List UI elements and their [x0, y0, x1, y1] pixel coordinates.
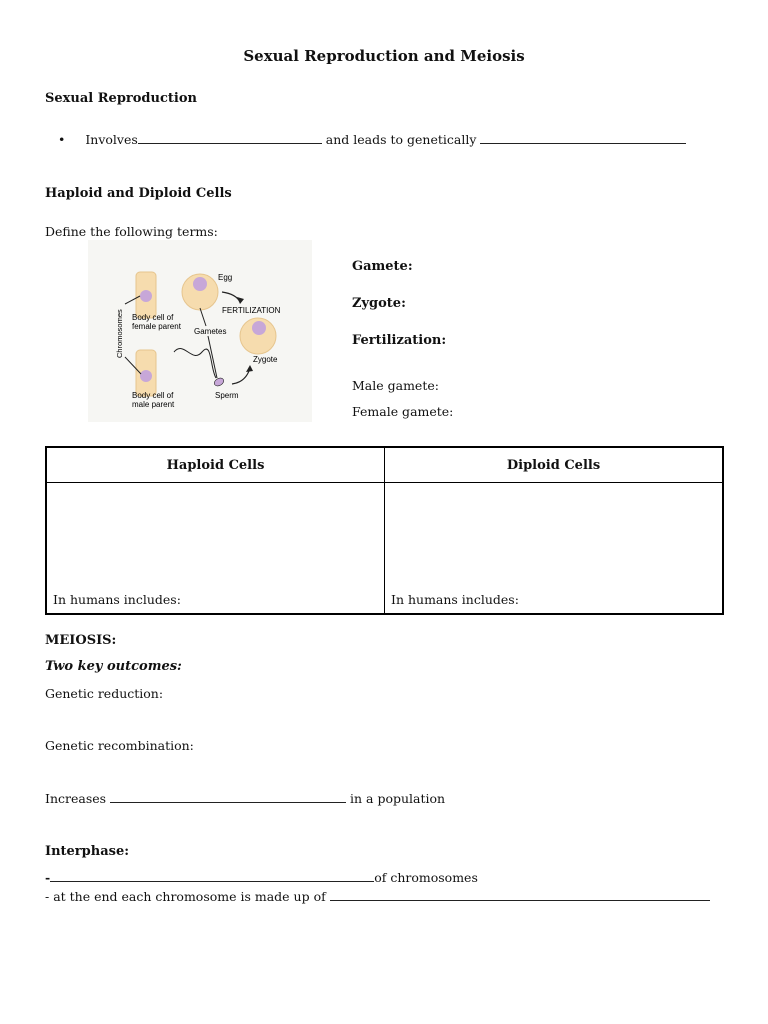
- involves-blank[interactable]: [138, 132, 322, 144]
- section-heading-haploid-diploid: Haploid and Diploid Cells: [45, 186, 232, 201]
- label-sperm: Sperm: [215, 391, 239, 400]
- bullet-glyph: •: [58, 132, 66, 147]
- page-title: Sexual Reproduction and Meiosis: [243, 47, 525, 65]
- label-female-body-1: Body cell of: [132, 313, 174, 322]
- leads-to-text: and leads to genetically: [325, 132, 477, 147]
- interphase-line2-text: - at the end each chromosome is made up of: [45, 889, 326, 904]
- define-prompt: Define the following terms:: [45, 224, 218, 239]
- label-egg: Egg: [218, 273, 233, 282]
- interphase-blank-1[interactable]: [50, 870, 374, 882]
- term-female-gamete: Female gamete:: [352, 404, 454, 419]
- table-header-diploid: Diploid Cells: [385, 447, 724, 483]
- label-female-body-2: female parent: [132, 322, 181, 331]
- label-fertilization: FERTILIZATION: [222, 306, 281, 315]
- section-heading-sexual-reproduction: Sexual Reproduction: [45, 91, 197, 106]
- genetic-recombination-label: Genetic recombination:: [45, 738, 194, 753]
- interphase-dash: -: [45, 870, 51, 885]
- term-zygote: Zygote:: [352, 296, 406, 311]
- term-fertilization: Fertilization:: [352, 333, 447, 348]
- genetically-blank[interactable]: [480, 132, 686, 144]
- interphase-blank-2[interactable]: [330, 889, 710, 901]
- table-header-row: [46, 447, 723, 483]
- fertilization-diagram: [88, 240, 312, 422]
- haploid-diploid-table: [45, 446, 724, 615]
- involves-text: Involves: [85, 132, 138, 147]
- label-male-body-1: Body cell of: [132, 391, 174, 400]
- egg-nucleus: [193, 277, 207, 291]
- label-zygote: Zygote: [253, 355, 278, 364]
- term-male-gamete: Male gamete:: [352, 378, 439, 393]
- haploid-cell-answer[interactable]: In humans includes:: [46, 483, 385, 615]
- zygote-nucleus: [252, 321, 266, 335]
- interphase-line-1: [45, 870, 478, 885]
- bullet-line-involves: [58, 132, 686, 147]
- interphase-line-2: [45, 889, 710, 904]
- genetic-reduction-label: Genetic reduction:: [45, 686, 164, 701]
- diploid-cell-answer[interactable]: In humans includes:: [385, 483, 724, 615]
- section-heading-meiosis: MEIOSIS:: [45, 633, 117, 648]
- female-nucleus: [140, 290, 152, 302]
- increases-text: Increases: [45, 791, 107, 806]
- fertilization-diagram-svg: [88, 240, 312, 422]
- table-header-haploid: Haploid Cells: [46, 447, 385, 483]
- label-male-body-2: male parent: [132, 400, 175, 409]
- increases-line: [45, 791, 445, 806]
- section-heading-interphase: Interphase:: [45, 844, 130, 859]
- subheading-two-key-outcomes: Two key outcomes:: [45, 659, 182, 674]
- male-nucleus: [140, 370, 152, 382]
- interphase-line1-suffix: of chromosomes: [374, 870, 478, 885]
- in-population-text: in a population: [350, 791, 446, 806]
- table-row: [46, 483, 723, 615]
- label-chromosomes: Chromosomes: [115, 309, 124, 358]
- label-gametes: Gametes: [194, 327, 227, 336]
- increases-blank[interactable]: [110, 791, 346, 803]
- term-gamete: Gamete:: [352, 259, 413, 274]
